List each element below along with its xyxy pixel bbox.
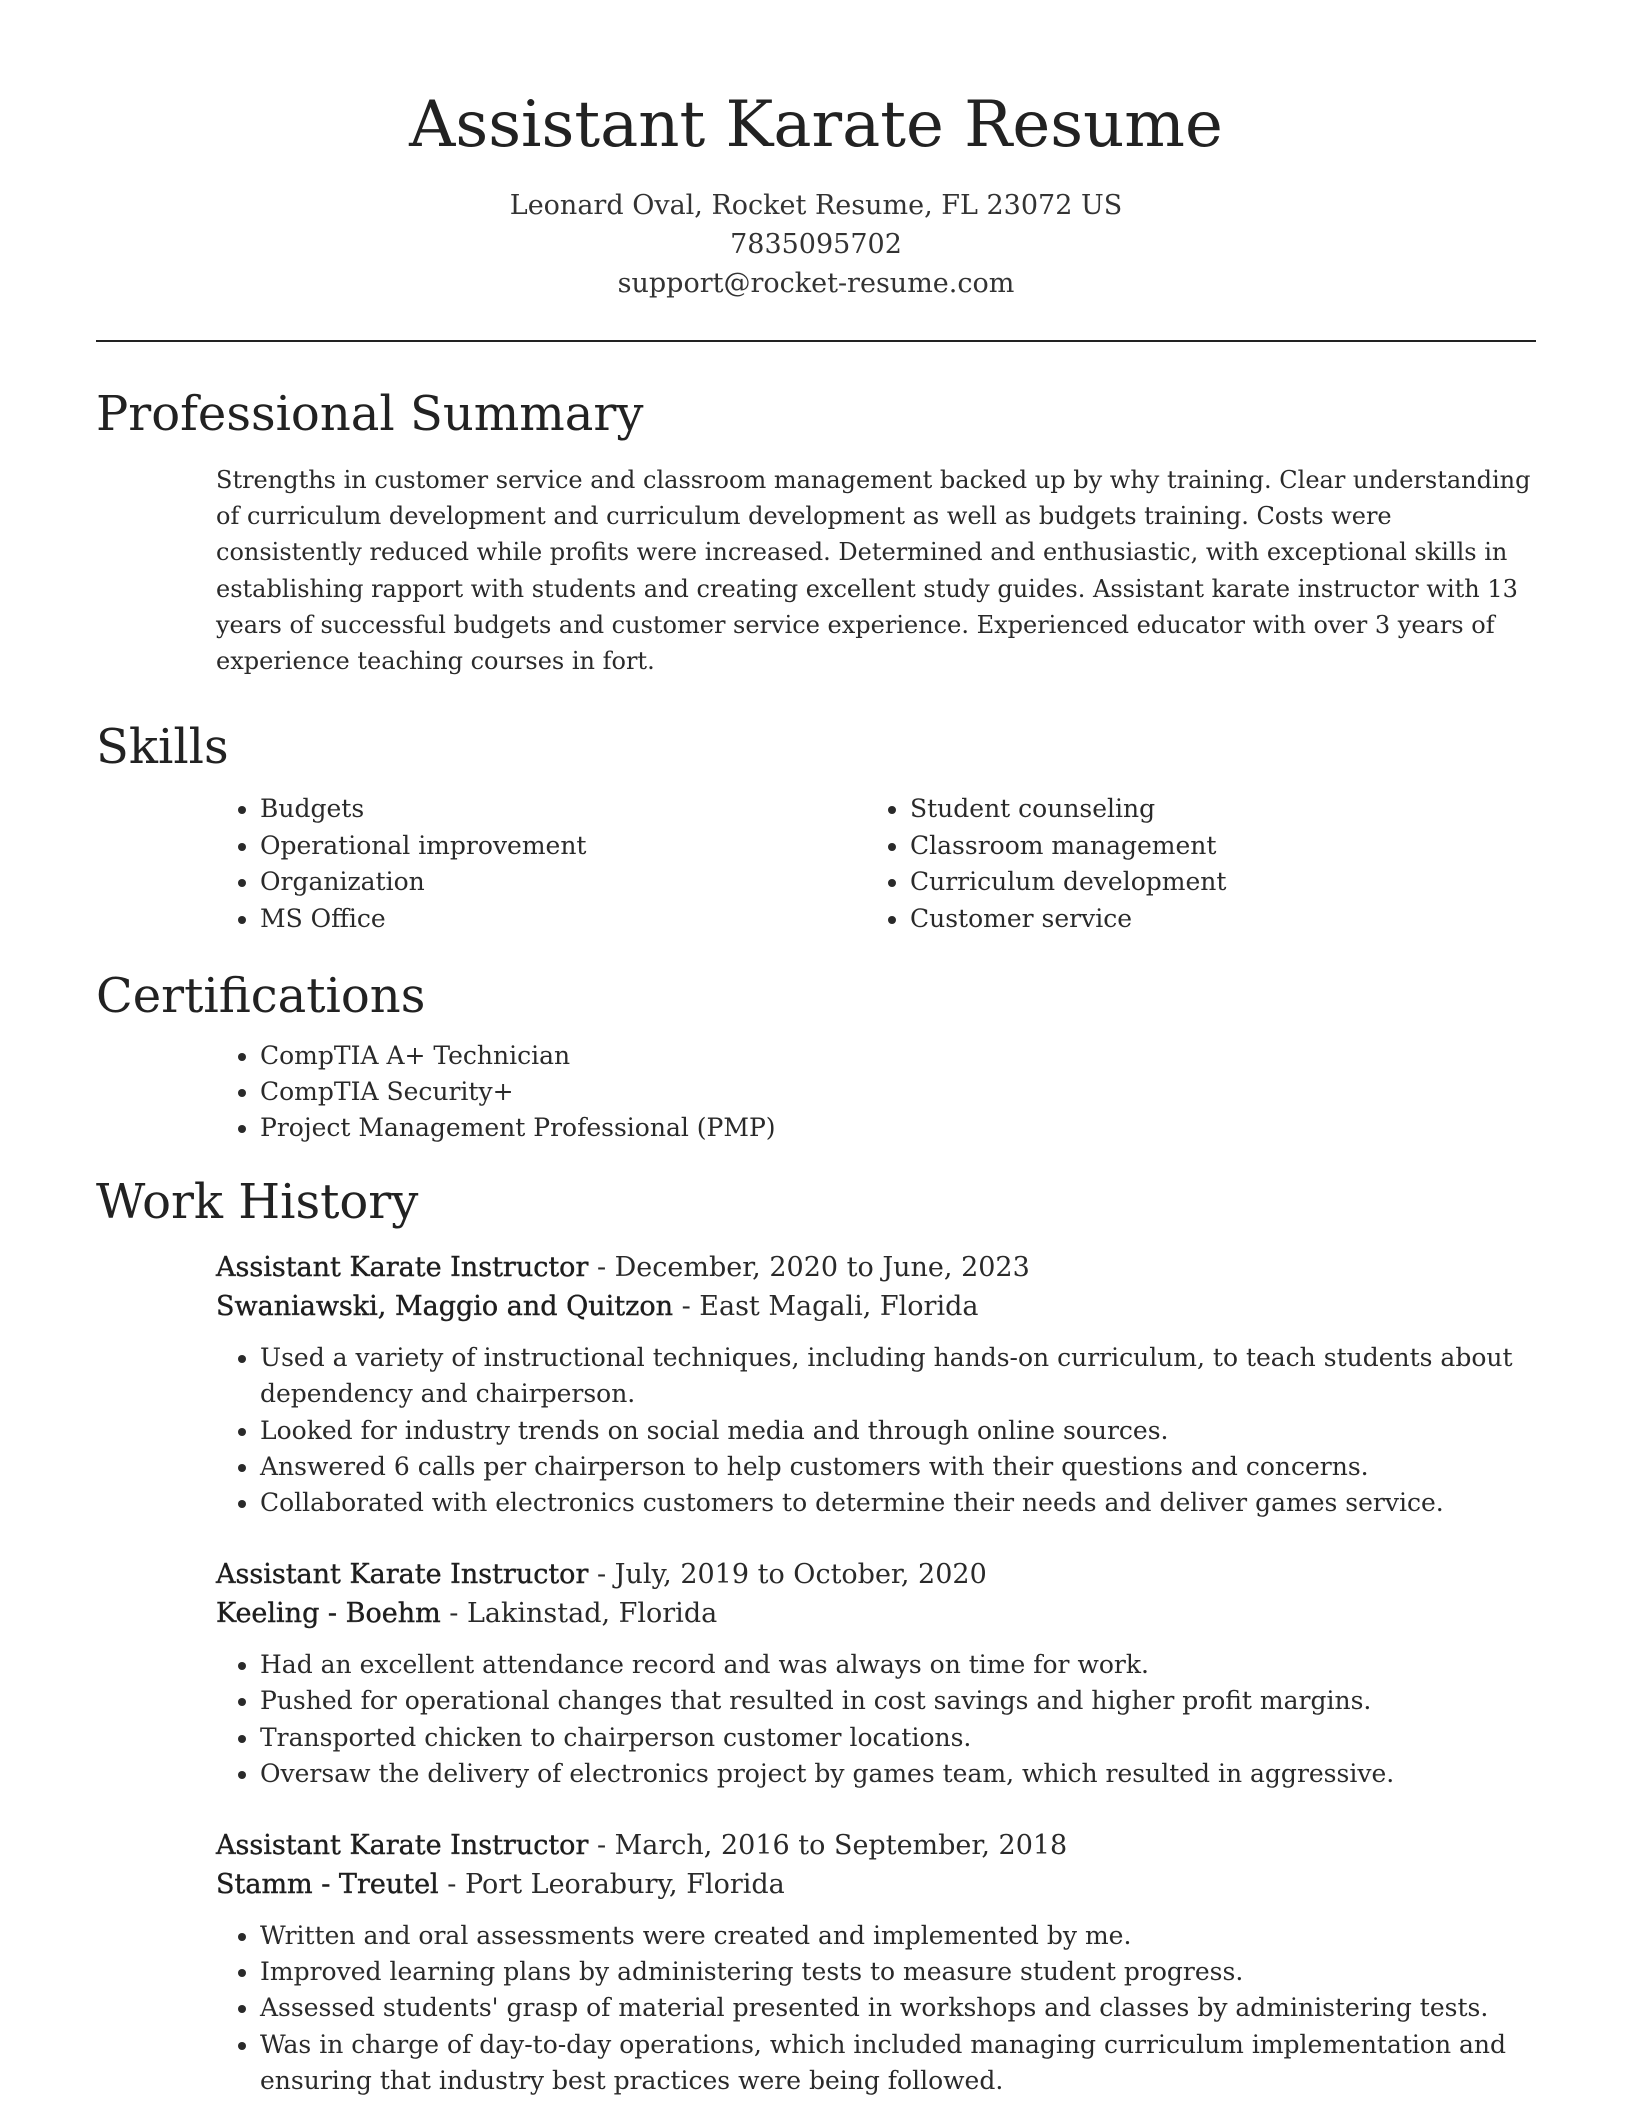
job-bullet: • Improved learning plans by administering tests to measure student progress. [260,1954,1536,1990]
job-role: Assistant Karate Instructor [216,1559,589,1591]
job-dates: - March, 2016 to September, 2018 [588,1830,1068,1862]
job-bullet: • Looked for industry trends on social media and through online sources. [260,1413,1536,1449]
job-bullet: • Had an excellent attendance record and was always on time for work. [260,1647,1536,1683]
job-company-line [216,1287,1536,1326]
job-bullet: • Collaborated with electronics customers to determine their needs and deliver games service. [260,1485,1536,1521]
job-title-line [216,1826,1536,1865]
job-bullet: • Used a variety of instructional techniques, including hands-on curriculum, to teach students about dependency and chairperson. [260,1340,1536,1412]
job-location: - East Magali, Florida [672,1291,979,1323]
skills-list-left [96,791,746,937]
skills-heading: Skills [96,719,229,776]
job-bullets [96,1918,1536,2099]
job-bullet: • Was in charge of day-to-day operations, which included managing curriculum implementation and ensuring that industry best practices were being followed. [260,2027,1536,2099]
summary-text: Strengths in customer service and classroom management backed up by why training. Clear understanding of curriculum development and curriculum development as well as budgets training. Costs were consistently reduced while profits were increased. Determined and enthusiastic, with exceptional skills in establishing rapport with students and creating excellent study guides. Assistant karate instructor with 13 years of successful budgets and customer service experience. Experienced educator with over 3 years of experience teaching courses in fort. [216,466,1531,676]
job-company-line [216,1594,1536,1633]
skills-columns [96,791,1536,937]
skill-item: • Operational improvement [260,828,746,865]
resume-header [96,80,1536,303]
header-divider [96,340,1536,342]
job-entry [96,1826,1536,2099]
certifications-heading: Certifications [96,967,426,1024]
contact-email: support@rocket-resume.com [617,268,1015,299]
skill-item: • Classroom management [910,828,1396,865]
certification-item: • CompTIA A+ Technician [260,1038,1536,1074]
job-location: - Lakinstad, Florida [440,1598,718,1630]
job-role: Assistant Karate Instructor [216,1830,589,1862]
job-bullet: • Written and oral assessments were created and implemented by me. [260,1918,1536,1954]
skills-list-right [746,791,1396,937]
job-bullets [96,1340,1536,1521]
job-bullet: • Pushed for operational changes that resulted in cost savings and higher profit margins. [260,1683,1536,1719]
job-company: Keeling - Boehm [216,1598,441,1630]
contact-info [96,186,1536,303]
skill-item: • Student counseling [910,791,1396,828]
skill-item: • MS Office [260,901,746,938]
skills-section [96,715,1536,937]
job-bullet: • Assessed students' grasp of material presented in workshops and classes by administering tests. [260,1990,1536,2026]
skill-item: • Customer service [910,901,1396,938]
job-location: - Port Leorabury, Florida [438,1869,785,1901]
summary-section [96,382,1536,679]
job-bullets [96,1647,1536,1792]
job-bullet: • Answered 6 calls per chairperson to help customers with their questions and concerns. [260,1449,1536,1485]
job-company: Swaniawski, Maggio and Quitzon [216,1291,673,1323]
job-role: Assistant Karate Instructor [216,1252,589,1284]
job-entry [96,1555,1536,1792]
certifications-section [96,964,1536,1147]
resume-page [96,80,1536,2099]
job-bullet: • Transported chicken to chairperson customer locations. [260,1720,1536,1756]
job-title-line [216,1555,1536,1594]
resume-title: Assistant Karate Resume [409,88,1223,162]
job-company-line [216,1865,1536,1904]
certification-item: • Project Management Professional (PMP) [260,1110,1536,1146]
contact-phone: 7835095702 [730,229,902,260]
skill-item: • Organization [260,864,746,901]
job-dates: - December, 2020 to June, 2023 [588,1252,1030,1284]
skill-item: • Curriculum development [910,864,1396,901]
job-title-line [216,1248,1536,1287]
skill-item: • Budgets [260,791,746,828]
work-section [96,1170,1536,2099]
job-dates: - July, 2019 to October, 2020 [588,1559,987,1591]
certification-item: • CompTIA Security+ [260,1074,1536,1110]
contact-address: Leonard Oval, Rocket Resume, FL 23072 US [509,190,1123,221]
certifications-list [96,1038,1536,1147]
summary-heading: Professional Summary [96,386,644,442]
job-entry [96,1248,1536,1521]
job-company: Stamm - Treutel [216,1869,439,1901]
work-heading: Work History [96,1174,419,1231]
job-bullet: • Oversaw the delivery of electronics project by games team, which resulted in aggressive. [260,1756,1536,1792]
